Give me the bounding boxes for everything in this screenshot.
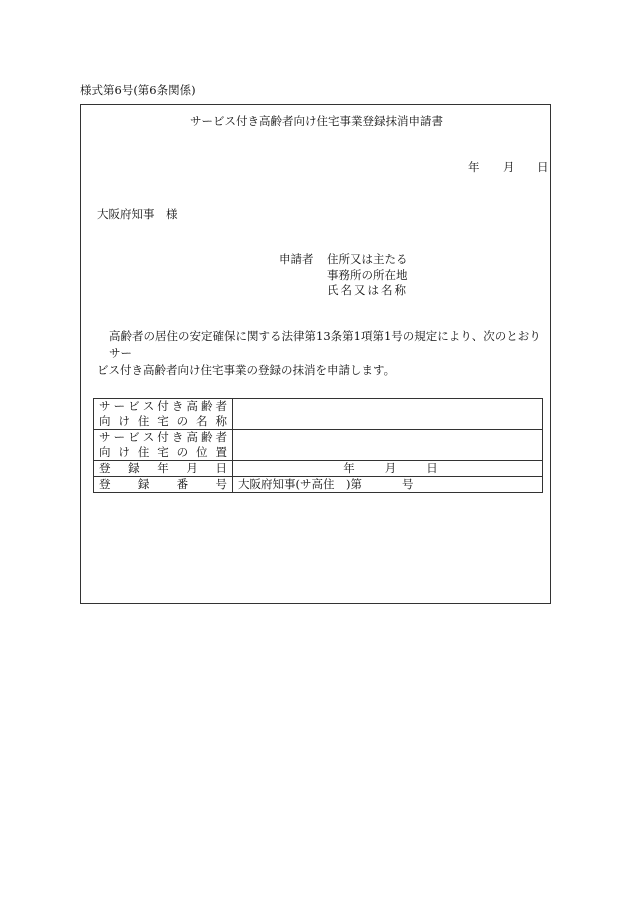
facility-name-label-line1: サ ー ビ ス 付 き 高 齢 者 <box>99 399 227 413</box>
registration-day: 日 <box>426 461 438 475</box>
facility-name-label-line2: 向 け 住 宅 の 名 称 <box>99 414 227 428</box>
registration-date-value[interactable] <box>233 461 543 477</box>
table-row-facility-name <box>94 399 543 430</box>
registration-number-prefix: 大阪府知事(サ高住 )第 <box>238 477 362 491</box>
table-row-registration-number <box>94 477 543 493</box>
applicant-address-line2: 事務所の所在地 <box>327 268 408 282</box>
body-line-2: ビス付き高齢者向け住宅事業の登録の抹消を申請します。 <box>97 363 396 377</box>
facility-location-label-line2: 向 け 住 宅 の 位 置 <box>99 445 227 459</box>
registration-number-suffix: 号 <box>401 477 414 491</box>
facility-name-value[interactable] <box>233 399 543 430</box>
registration-year: 年 <box>343 461 355 475</box>
document-title: サービス付き高齢者向け住宅事業登録抹消申請書 <box>190 114 443 128</box>
detail-table <box>93 398 543 493</box>
table-row-facility-location <box>94 430 543 461</box>
applicant-address-line1: 住所又は主たる <box>327 252 408 266</box>
registration-month: 月 <box>384 461 397 475</box>
table-row-registration-date <box>94 461 543 477</box>
date-year: 年 <box>468 160 480 174</box>
facility-location-label-line1: サ ー ビ ス 付 き 高 齢 者 <box>99 430 227 444</box>
facility-name-label <box>94 399 233 430</box>
date-day: 日 <box>537 160 549 174</box>
addressee: 大阪府知事 様 <box>97 207 178 221</box>
registration-number-label: 登 録 番 号 <box>94 477 233 493</box>
applicant-name: 氏名又は名称 <box>327 283 408 297</box>
registration-number-value[interactable] <box>233 477 543 493</box>
applicant-label: 申請者 <box>279 252 314 266</box>
facility-location-value[interactable] <box>233 430 543 461</box>
registration-date-label: 登 録 年 月 日 <box>94 461 233 477</box>
body-text <box>97 328 549 379</box>
facility-location-label <box>94 430 233 461</box>
form-frame <box>80 104 551 604</box>
form-code: 様式第6号(第6条関係) <box>80 83 196 97</box>
body-line-1: 高齢者の居住の安定確保に関する法律第13条第1項第1号の規定により、次のとおりサー <box>109 329 541 360</box>
date-month: 月 <box>503 160 515 174</box>
